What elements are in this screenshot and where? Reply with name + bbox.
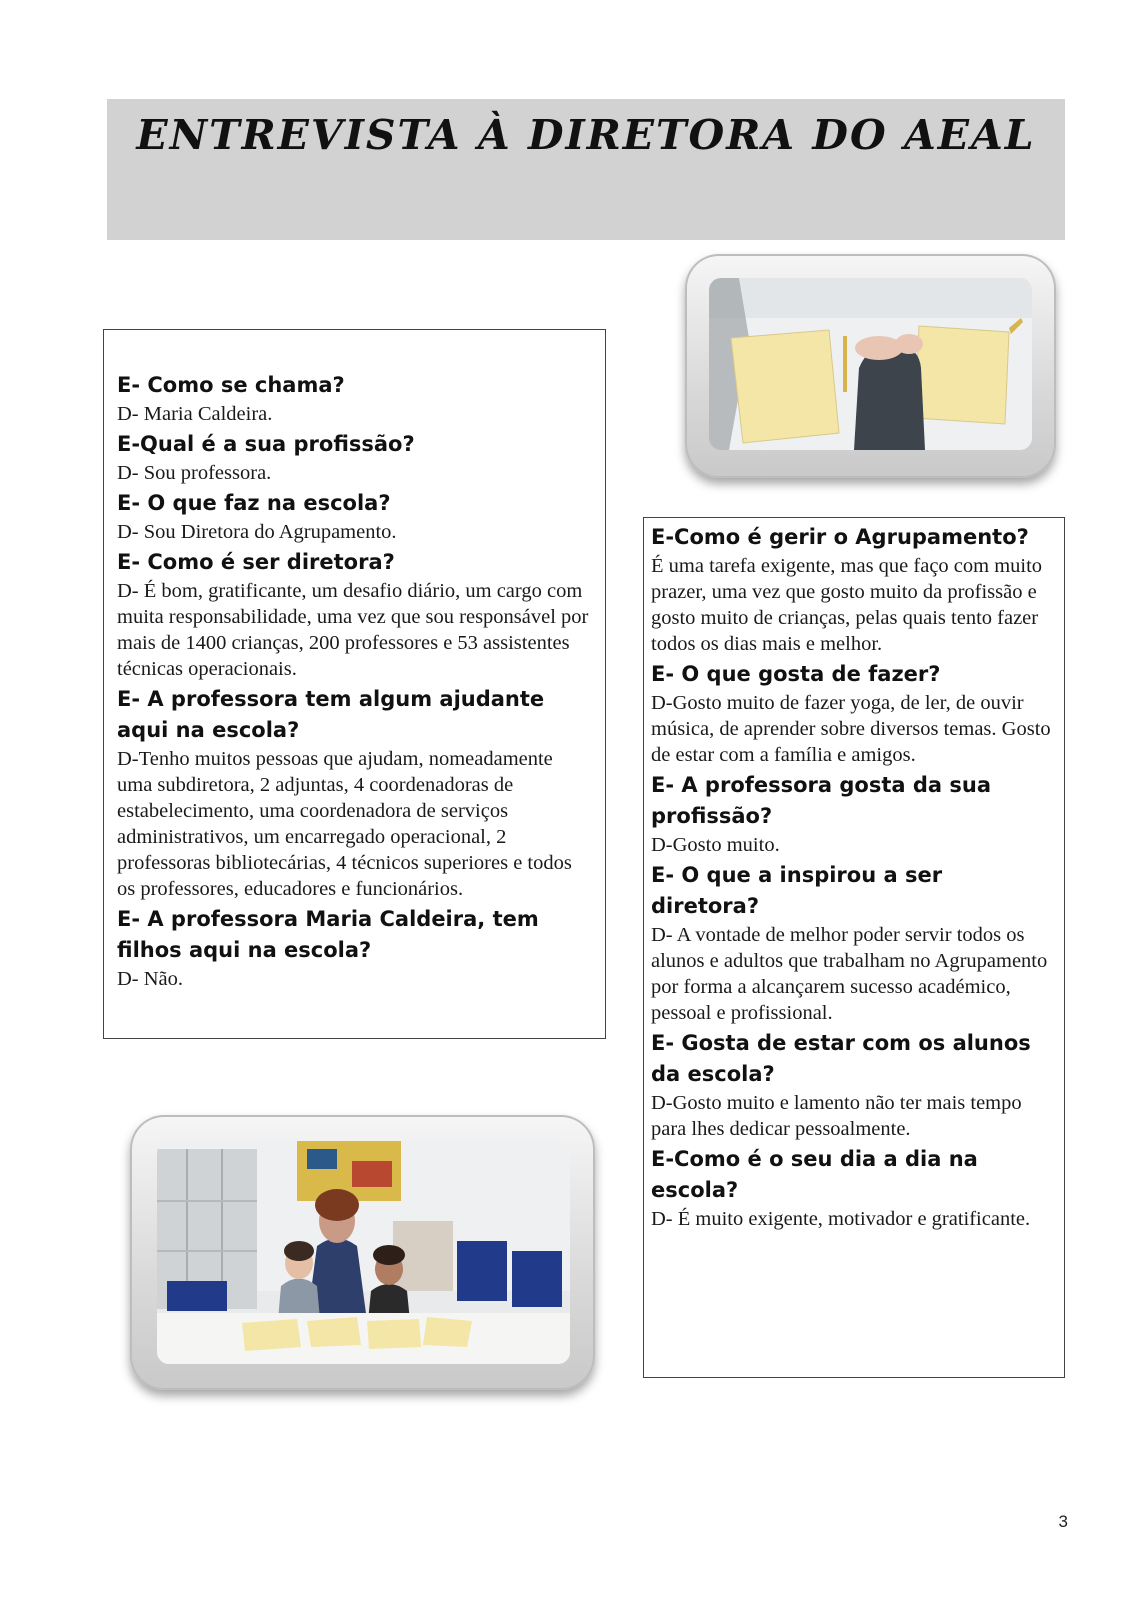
answer: D- A vontade de melhor poder servir todos os alunos e adultos que trabalham no Agrupamento por forma a alcançarem sucesso académico, pessoal e profissional. (651, 924, 1048, 1024)
question: E- A professora Maria Caldeira, tem filhos aqui na escola? (117, 907, 539, 962)
interview-box-right (643, 517, 1065, 1378)
answer: É uma tarefa exigente, mas que faço com muito prazer, uma vez que gosto muito da profissão e gosto muito de crianças, pelas quais tento fazer todos os dias mais e melhor. (651, 555, 1043, 655)
title-band (107, 99, 1065, 240)
answer: D- É muito exigente, motivador e gratificante. (651, 1208, 1031, 1230)
question: E- A professora gosta da sua profissão? (651, 773, 992, 828)
question: E- O que a inspirou a ser diretora? (651, 863, 943, 918)
answer: D-Gosto muito e lamento não ter mais tempo para lhes dedicar pessoalmente. (651, 1092, 1022, 1140)
answer: D-Gosto muito de fazer yoga, de ler, de ouvir música, de aprender sobre diversos temas. Gosto de estar com a família e amigos. (651, 692, 1051, 766)
question: E- Como se chama? (117, 373, 345, 397)
page-number: 3 (1058, 1512, 1068, 1531)
question: E-Como é gerir o Agrupamento? (651, 525, 1029, 549)
newspaper-covers-photo (709, 278, 1032, 450)
question: E- Gosta de estar com os alunos da escola? (651, 1031, 1031, 1086)
question: E- A professora tem algum ajudante aqui na escola? (117, 687, 545, 742)
page-title: ENTREVISTA À DIRETORA DO AEAL (136, 111, 1036, 159)
question: E- Como é ser diretora? (117, 550, 395, 574)
director-with-students-photo (157, 1141, 570, 1364)
interview-box-left (103, 329, 606, 1039)
photo-frame-newspaper-covers (685, 254, 1056, 478)
question: E- O que gosta de fazer? (651, 662, 941, 686)
answer: D- Não. (117, 968, 184, 990)
answer: D- Maria Caldeira. (117, 403, 273, 425)
question: E-Como é o seu dia a dia na escola? (651, 1147, 978, 1202)
question: E-Qual é a sua profissão? (117, 432, 415, 456)
answer: D-Gosto muito. (651, 834, 780, 856)
photo-frame-director-with-students (130, 1115, 595, 1390)
answer: D- Sou Diretora do Agrupamento. (117, 521, 397, 543)
answer: D- Sou professora. (117, 462, 272, 484)
question: E- O que faz na escola? (117, 491, 391, 515)
answer: D-Tenho muitos pessoas que ajudam, nomeadamente uma subdiretora, 2 adjuntas, 4 coordenadoras de estabelecimento, uma coordenadora de serviços administrativos, um encarregado operacional, 2 professoras bibliotecárias, 4 técnicos superiores e todos os professores, educadores e funcionários. (117, 748, 572, 900)
answer: D- É bom, gratificante, um desafio diário, um cargo com muita responsabilidade, uma vez que sou responsável por mais de 1400 crianças, 200 professores e 53 assistentes técnicas operacionais. (117, 580, 589, 680)
